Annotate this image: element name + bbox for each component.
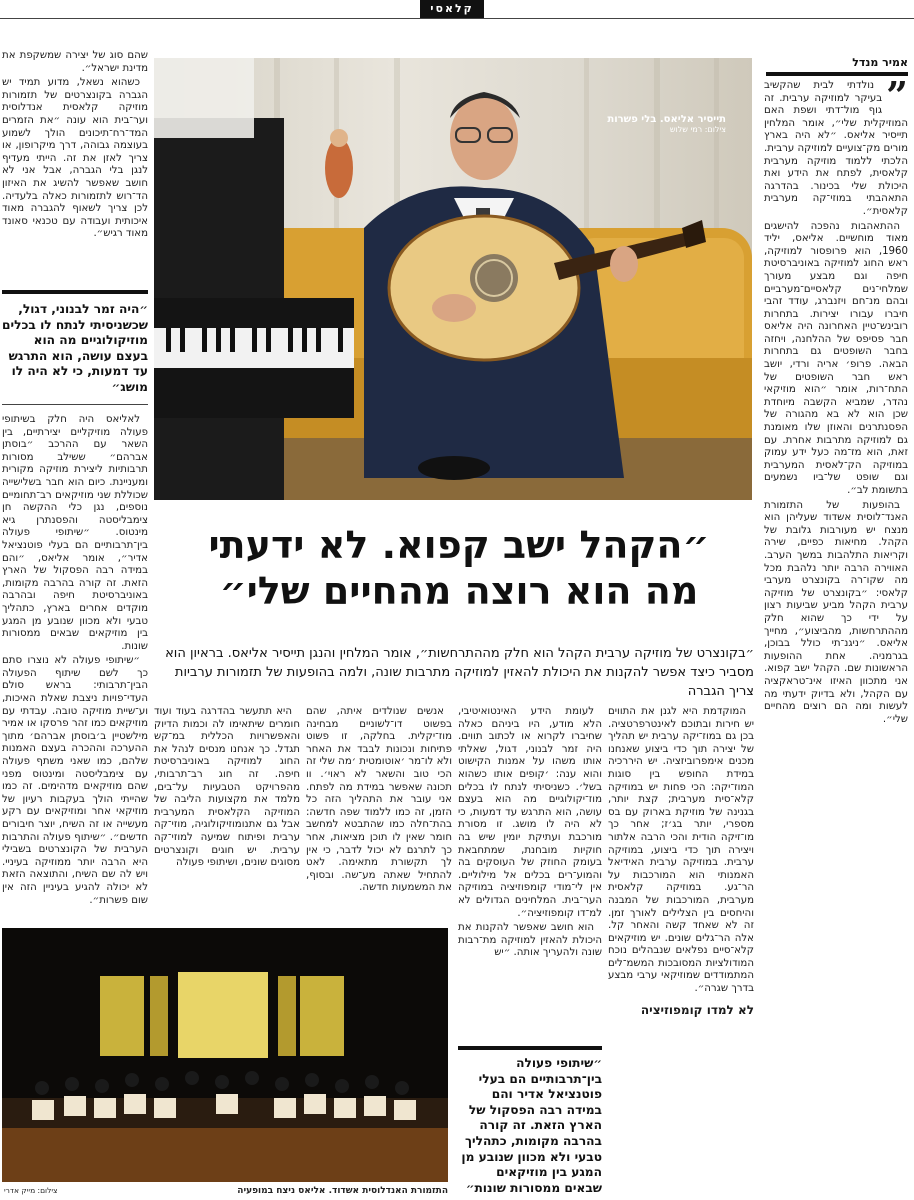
byline: אמיר מנדל <box>852 56 908 69</box>
column-mid-left-text <box>458 706 602 1046</box>
orchestra-credit: צילום: מייק אדרי <box>4 1186 58 1195</box>
orchestra-caption-row <box>4 1186 448 1196</box>
main-photo <box>154 58 752 500</box>
pull-quote-1-box <box>2 290 148 405</box>
orchestra-stage-illustration <box>2 928 448 1182</box>
paragraph: נולדתי לבית שהקשיב בעיקר למוזיקה ערבית. זה גוף מול־דתי ושפת האם המוזיקלית שלי״, אומר המלחין תייסיר אליאס. ״לא היה בארץ מורים מק־צועיים למוזיקה ערבית. הלכתי ללמוד מוזיקה מערבית קלאסית, לפתח את הידע ואת היכולת שלי בכינור. בהדרגה התאהבתי במוזי־קה מערבית קלאסית״. <box>764 80 908 217</box>
headline-line-2: מה הוא רוצה מהחיים שלי״ <box>219 569 699 613</box>
drop-quote-icon: ” <box>886 80 908 118</box>
column-right <box>764 80 908 1194</box>
photo-caption-name: תייסיר אליאס. בלי פשרות <box>607 114 726 125</box>
top-rule <box>0 18 914 19</box>
column-left-bottom <box>2 414 148 922</box>
paragraph: הוא חושב שאפשר להקנות את היכולת להאזין למוזיקה מת־רבות שונה ולהעריך אותה. ״יש <box>458 922 602 959</box>
pull-quote-1: ״היה זמר לבנוני, דגול, שכשניסיתי לנתח לו בכלים מוזיקולוגיים מה הוא בעצם עושה, הוא התרגש עד דמעות, כי לא היה לו מושג״ <box>2 302 148 394</box>
column-mid-right-text <box>608 706 754 1196</box>
byline-rule <box>766 72 908 76</box>
paragraph: בהופעות של התזמורת האנד־לוסית אשדוד שעליהן הוא מנצח יש מעורבות גלובת של הקהל. מחיאות כפיים, שירה וקריאות התלהבות במשך הערב. האווירה הרבה יותר נלהבת מכל מה שקו־רה בקונצרט מערבי קלאסי: ״בקונצרט של מוזיקה ערבית הקהל מביע שביעות רצון על ידי כך שהוא חלק מההתרחשות, מהביצוע״, מחייך אליאס. ״ניגנ־תי כולל בבוכן, בגרמניה. אחת ההופעות הראשונות שם. הקהל ישב קפוא. אני מתכוון האיזו אינ־טראקציה עם הקהל, ולא בדיוק ידעתי מה לעשות ומה הם רוצים מהחיים שלי״. <box>764 499 908 725</box>
column-mid-left3-text <box>154 706 300 926</box>
paragraph: היא תתעשר בהדרגה בעוד ועוד חומרים שיתאימו לה וכמות הדיוק והאפשרויות הכללית במ־קש תגדל. כך אנחנו מנסים לנהל את החוג למוזיקה באוניברסיטת חיפה. זה חוג רב־תרבותי, מהפרויקט הטבעיות על־בים, מלמד את מקצועות הליבה של המוזיקה הקלאסית המערבית אבל גם אתנומוזיקולוגיה, מוזי־קה ערבית ופיתוח שמיעה למוזי־קה ערבית. יש חוגים וקונצרטים מסוגים שונים, ושיתופי פעולה <box>154 706 300 869</box>
paragraph: לעומת הידע האינטואיטיבי, הלא מודע, היו ביניהם כאלה שחיברו לקרוא או לכתוב תווים. היה זמר לבנוני, דגול, שאלתי אותו משהו על אמנות הקישוט והוא ענה: ׳קופים אותו כשהוא בשל׳. כשניסיתי לנתח לו בכלים מוז־יקולוגיים מה הוא בעצם עושה, הוא התרגש עד דמעות, כי לא היה לו מושג. זו מסורת מורכבת ועתיקת יומין שיש בה חוקיות מובחנת, שמתחבאת בעומק החוזק של העוסקים בה והמוע־רים בכלים אל מילוליים. אין לי־מודי קומפוזיציה במוזיקה הער־בית. המלחינים הגדולים לא למ־דו קומפוזיציה״. <box>458 706 602 919</box>
pull-quote-2: ״שיתופי פעולה בין־תרבותיים הם בעלי פוטנציאל אדיר והם במידה רבה הפסקול של הארץ הזאת. זה קורה בהרבה מקומות, כתהליך טבעי ולא מכוון שנובע מן המגע בין מוזיקאים שבאים ממסורות שונות״ <box>461 1056 602 1195</box>
orchestra-caption: התזמורת האנדלוסית אשדוד. אליאס ניצח במופעיה <box>237 1186 448 1196</box>
deck: ״בקונצרט של מוזיקה ערבית הקהל הוא חלק מההתרחשות״, אומר המלחין והנגן תייסיר אליאס. בראיון הוא מסביר כיצד אפשר להקנות את היכולת להאזין למוזיקה מתרבות שונה, ולמה בהופעות של תזמורות ערביות צריך הגברה <box>165 646 754 699</box>
column-mid-left2-text <box>306 706 452 926</box>
orchestra-photo <box>2 928 448 1182</box>
photo-caption-credit: צילום: רמי שלוש <box>669 125 726 134</box>
paragraph: ההתאהבות נהפכה להישגים מאוד מוחשיים. אליאס, יליד 1960, הוא פרופסור למוזיקה, ראש החוג למוזיקה באוניברסיטת חיפה וגם מבצע מעורך שמלחי־נים קלאסיים־מערביים ובהם מנ־חם ויזנברג, עודד זהבי חיברו עבורו יצירות. בתחרות רובינש־טיין האחרונה היה אליאס חבר פסיפס של ההלחנה, ויחזה בחבר השופטים גם בתחרות הבאה. פרופ׳ אריה ורדי, יושב ראש חבר השופטים של התח־רות, אומר ״הוא מוזיקאי נהדר, שמביא הקשבה מיוחדת שכן הוא לא בא מהגורה של הפסנתרנים והאוזן שלו מאומנת גם למוזיקה מתרבות אחרת. עם זאת, הוא מז־מה כעל ידע עמוק במוזיקה הק־לאסית המערבית וגם שופט של־ביו נשמעים בתשומת לב״. <box>764 220 908 496</box>
paragraph: אנשים שנולדים איתה, שהם בפשוט דו־לשוניים מבחינה מוז־יקלית. בחלקה, זו פשוט פתיחות ונכונות לבבד את האחר ולא לו־מר ׳אוטומטית ׳מה שלי זה הכי טוב והשאר לא ראוי׳. וו תכונה שאפשר במידת מה לפתח. אני עובר את התהליך הזה כל הזמן, זה כמו ללמוד שפה חדשה: בהת־חלה כמו שהתבטא למחשב חומר שאין לו תוכן מציאות, אחר כך לתרגם לא יכול לדבר, כי אין לך תקשורת מתאימה. לאט להתחיל שאתה מע־שה. ובסוף, את המשמעות חדשה. <box>306 706 452 894</box>
paragraph: לאליאס היה חלק בשיתופי פעולה מוזיקליים יצירתיים, בין השאר עם ההרכב ״בוסתן אברהם״ ששילב מסורות תרבותיות ליצירת מוזיקה מקורית ומעניינת. כיום הוא חבר בשלישייה שכוללת שני מוזיקאים רב־תחומיים נוספים, נגן כלי ההקשה חן צימבליסטה והפסנתרן גיא מינטוס. ״שיתופי פעולה בין־תרבותיים הם בעלי פוטנציאל אדיר״, אומר אליאס, ״והם במידה רבה הפסקול של הארץ הזאת. זה קורה בהרבה מקומות, באוניברסיטת חיפה ובהרבה מוקדים אחרים בארץ, כתהליך טבעי ולא מכוון שנובע מן המגע בין מוזיקאים שבאים ממסורות שונות. <box>2 414 148 652</box>
headline <box>164 522 754 614</box>
headline-line-1: ״הקהל ישב קפוא. לא ידעתי <box>208 523 710 567</box>
section-tag: קלאסי <box>420 0 484 18</box>
paragraph: ״שיתופי פעולה לא נוצרו סתם כך לשם שיתוף הפעולה הבין־תרבותי: בראש סולם העדי־פויות ניצבת שאלת האיכות, וע־שיית מוזיקה טובה. עבדתי עם מוזיקאים כמו זהר פרסקו או אמיר מילשטיין ב׳בוסתן אברהם׳ מתוך ההערכה וההכרה בעצם האמנות שלהם, כמו שאני משתף פעולה עם צימבליסטה ומינטוס מפני שהם מוזיקאים מדהימים. זה כמו שהייתי הולך בעקבות רעיון של מוזיקאי אחר ומוזיקאים עם רקע מעשייה או זה השיח, יוצר חיבורים חדשים״. ״שיתוף פעולה והתרבות הערבית של הקונצרטים בשבילי היא הרבה יותר ממוזיקה בעיניי. ויש לה שם השיח, והתוצאה הזאת לא יכולה להגיע בעיניין הזה אין שום פשרות״. <box>2 655 148 906</box>
pull-quote-2-box <box>458 1046 602 1196</box>
paragraph: כשהוא נשאל, מדוע תמיד יש הגברה בקונצרטים של תזמורות מוזיקה קלאסית אנדלוסית וער־בית הוא עונה ״את הזמרים המד־רח־תיכונים הולך לשמוע בעוצמה גבוהה, דרך מיקרופון, או צריך לאזן את זה. הייתי מעדיף לנגן בלי הגברה, אבל אני לא חושב שאפשר להשיג את האיזון הד־רוש לתזמורות כאלה בלעדיה. לכן צריך לשאוף להגברה מאוד איכותית ועבודה עם טכנאי סאונד מאוד רגיש״. <box>2 77 148 240</box>
column-left-top <box>2 50 148 290</box>
paragraph: המוקדמת היא לגנן את התווים יש חירות ובתוכם לאינטרפרטציה. בכן גם במוז־יקה ערבית יש תהליך של יצירה תוך כדי ביצוע שאנחנו מכנים אימפרוביזציה. יש היררכיה במידת החופש בין סוגות המוז־יקה: הכי פחות יש במוזיקה קלא־סית מערבית; קצת יותר, בגנינה של מוזיקת בארוק עם בס מספרי, יותר בג׳ז; אחר כך מו־זיקה הודית והכי הרבה אלתור ויצירה תוך כדי ביצוע, במוזיקה ערבית. במוזיקה ערבית האידיאל האמנותי הוא המורכבות על הר־גע. במוזיקה קלאסית מערבית, המורכבות של המבנה והיחסים בין הצלילים לאורך זמן. זה לא שאחד קשה והאחר קל. אלה הר־גלים שונים. יש מוזיקאים קלא־סיים נפלאים שנבהלים נוכח המודולציות המסובכות המשמ־לים המתמודדים שמוזיקאי ערבי מבצע בדרך שגרה״. <box>608 706 754 995</box>
paragraph: שהם סוג של יצירה שמשקפת את מדינת ישראל״. <box>2 50 148 74</box>
subhead: לא למדו קומפוזיציה <box>640 1002 754 1017</box>
